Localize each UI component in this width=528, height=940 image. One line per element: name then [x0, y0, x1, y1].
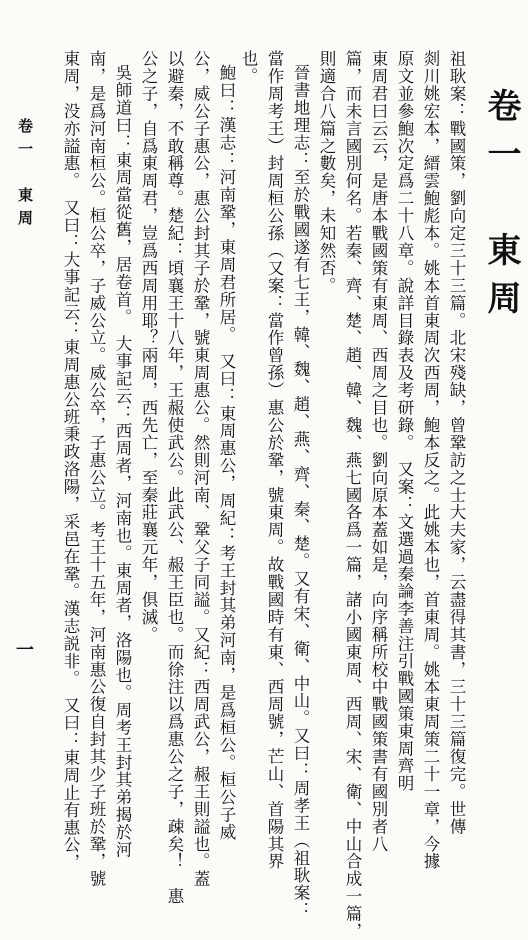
- text-line: 東周，没亦謚惠。 又曰：大事記云：東周惠公班秉政洛陽，采邑在鞏。漢志説非。 又曰：東周止有惠公，: [61, 50, 80, 872]
- text-line: 晉書地理志：至於戰國遂有七王，韓、魏、趙、燕、齊、秦、楚。又有宋、衛、中山。又曰：周孝王（祖耿案：: [291, 64, 310, 920]
- text-line: 吳師道曰：東周當從舊，居卷首。 大事記云：西周者，河南也。東周者，洛陽也。周考王封其弟揭於河: [113, 64, 132, 859]
- text-line: 剡川姚宏本，縉雲鮑彪本。姚本首東周次西周，鮑本反之。此姚本也，首東周。姚本東周策二十一章，今據: [421, 50, 440, 871]
- text-line: 篇，而未言國別何名。若秦、齊、楚、趙、韓、魏、燕七國各爲一篇，諸小國東周、西周、宋、衛、中山合成一篇，: [343, 50, 362, 940]
- page-number: 一: [13, 640, 34, 658]
- text-line: 祖耿案：戰國策，劉向定三十三篇。北宋殘缺，曾鞏訪之士大夫家，云盡得其書，三十三篇復完。世傳: [447, 50, 466, 836]
- text-line: 鮑曰：漢志：河南鞏，東周君所居。 又曰：東周惠公，周紀：考王封其弟河南，是爲桓公。桓公子威: [217, 64, 236, 841]
- text-line: 則適合八篇之數矣，未知然否。: [317, 50, 336, 295]
- chapter-title: 卷一 東周: [481, 88, 521, 328]
- text-line: 公，威公子惠公，惠公封其子於鞏，號東周惠公。然則河南、鞏父子同謚。又紀：西周武公，赧王則謚也。蓋: [191, 50, 210, 888]
- text-line: 也。: [239, 50, 258, 85]
- text-line: 公之子，自爲東周君，豈爲西周用耶？兩周，西先亡，至秦莊襄元年，俱滅。: [139, 50, 158, 644]
- text-line: 以避秦，不敢稱尊。楚紀：頃襄王十八年，王赧使武公。此武公、赧王臣也。而徐注以爲惠公之子，疎矣！ 惠: [165, 50, 184, 906]
- text-line: 東周君曰云云，是唐本戰國策有東周、西周之目也。劉向原本蓋如是，向序稱所校中戰國策書有國別者八: [369, 50, 388, 853]
- running-head: 卷一 東周: [16, 118, 34, 233]
- text-line: 原文並參鮑次定爲二十八章。說詳目錄表及考研錄。 又案：文選過秦論李善注引戰國策東周齊明: [395, 50, 414, 793]
- text-line: 當作周考王）封周桓公孫（又案：當作曾孫）惠公於鞏，號東周。故戰國時有東、西周號，芒山、首陽其界: [265, 50, 284, 871]
- text-line: 南，是爲河南桓公。桓公卒，子威公立。威公卒，子惠公立。考王十五年，河南惠公復自封其少子班於鞏，號: [87, 50, 106, 888]
